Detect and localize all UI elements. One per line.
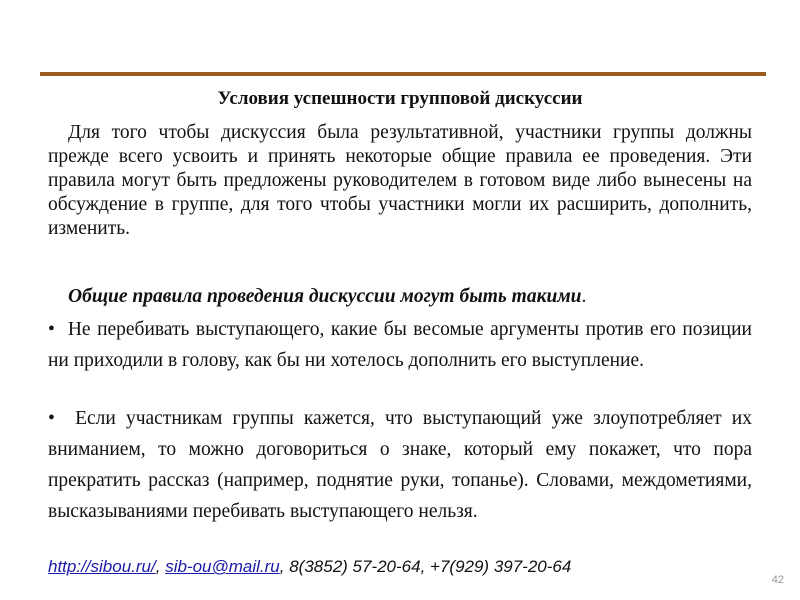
page-number: 42 — [771, 574, 784, 586]
slide-title: Условия успешности групповой дискуссии — [217, 88, 583, 109]
header-divider — [40, 72, 766, 76]
contact-footer — [48, 557, 571, 577]
site-link[interactable]: http://sibou.ru/ — [48, 557, 156, 576]
separator: , — [155, 557, 166, 576]
rules-heading-text: Общие правила проведения дискуссии могут быть такими — [68, 286, 582, 307]
bullet-marker: • — [48, 408, 55, 429]
bullet-text: Если участникам группы кажется, что выступающий уже злоупотребляет их вниманием, то можно договориться о знаке, который ему покажет, что пора прекратить рассказ (например, поднятие руки, топанье). Словами, междометиями, высказываниями перебивать выступающего нельзя. — [48, 408, 752, 522]
rules-heading — [68, 286, 586, 308]
bullet-item — [48, 314, 752, 376]
bullet-item — [48, 403, 752, 527]
bullet-text: Не перебивать выступающего, какие бы весомые аргументы против его позиции ни приходили в голову, как бы ни хотелось дополнить его выступление. — [48, 319, 752, 371]
phone-numbers: , 8(3852) 57-20-64, +7(929) 397-20-64 — [279, 557, 572, 576]
bullet-marker: • — [48, 319, 55, 340]
rules-heading-period: . — [581, 286, 587, 307]
intro-paragraph: Для того чтобы дискуссия была результативной, участники группы должны прежде всего усвоить и принять некоторые общие правила ее проведения. Эти правила могут быть предложены руководителем в готовом виде либо вынесены на обсуждение в группе, для того чтобы участники могли их расширить, дополнить, изменить. — [48, 122, 752, 239]
email-link[interactable]: sib-ou@mail.ru — [165, 557, 280, 576]
